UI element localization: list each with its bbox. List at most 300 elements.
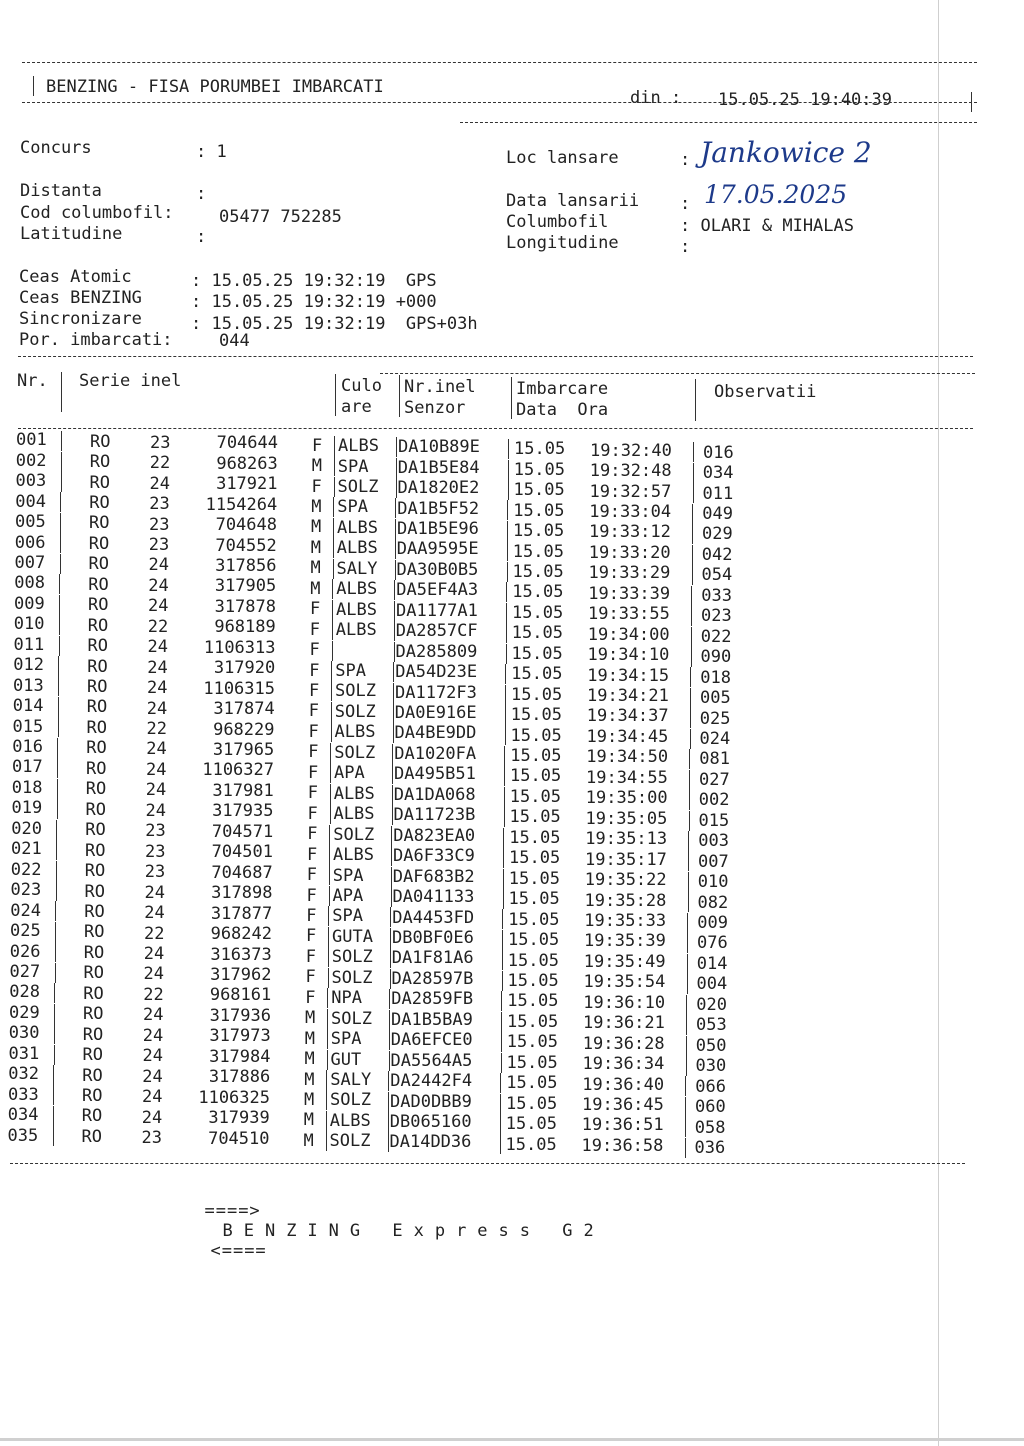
row-divider (393, 703, 394, 723)
row-sensor: DA041133 (392, 887, 475, 908)
row-nr: 012 (13, 655, 44, 676)
header-bottom-rule-2 (460, 122, 977, 123)
longitudine-value: : (680, 237, 691, 257)
row-sensor: DA1DA068 (393, 784, 476, 805)
row-color: SALY (330, 1070, 372, 1091)
row-observation: 009 (697, 913, 728, 933)
row-sensor: DA1177A1 (396, 600, 478, 621)
row-divider (508, 439, 509, 459)
row-ring: 704501 (211, 842, 273, 863)
row-date: 15.05 (512, 582, 564, 603)
row-sex: M (304, 1090, 315, 1111)
row-year: 23 (149, 514, 170, 535)
row-observation: 016 (703, 442, 734, 463)
row-divider (328, 906, 329, 926)
col-header-observatii: Observatii (714, 382, 817, 402)
row-observation: 007 (698, 851, 729, 872)
row-country: RO (86, 738, 107, 759)
row-country: RO (83, 963, 104, 984)
row-nr: 025 (10, 921, 41, 942)
footer-right-arrow: <==== (210, 1241, 267, 1261)
row-divider (395, 560, 396, 580)
latitudine-value: : (196, 227, 207, 247)
row-nr: 008 (14, 573, 45, 594)
row-observation: 030 (695, 1056, 727, 1077)
row-ring: 317886 (208, 1067, 271, 1088)
row-date: 15.05 (508, 909, 560, 930)
row-year: 24 (145, 780, 167, 801)
row-time: 19:35:05 (585, 808, 668, 829)
row-color: APA (334, 763, 365, 784)
row-ring: 317920 (213, 658, 276, 679)
row-divider (331, 722, 332, 742)
row-ring: 317965 (212, 740, 275, 761)
row-divider (53, 1065, 54, 1085)
row-sensor: DA6F33C9 (393, 846, 475, 867)
row-observation: 082 (697, 892, 729, 913)
row-nr: 031 (8, 1043, 40, 1064)
data-lansarii-handwritten: 17.05.2025 (704, 180, 848, 209)
row-year: 24 (144, 882, 165, 903)
row-nr: 002 (15, 450, 47, 471)
row-country: RO (89, 472, 110, 493)
row-year: 24 (148, 596, 169, 617)
row-time: 19:35:49 (583, 951, 666, 972)
row-observation: 025 (699, 708, 731, 729)
row-ring: 1106315 (203, 678, 275, 699)
row-color: SPA (335, 661, 366, 682)
col-header-nr-inel: Nr.inel (404, 377, 476, 397)
row-ring: 968229 (213, 719, 275, 740)
row-divider (58, 676, 59, 696)
row-color: NPA (331, 988, 362, 1009)
row-sex: F (306, 885, 317, 906)
row-date: 15.05 (507, 970, 559, 991)
row-color: ALBS (338, 436, 379, 457)
row-year: 23 (145, 821, 166, 842)
row-divider (390, 907, 391, 927)
row-divider (389, 1051, 390, 1071)
row-divider (395, 539, 396, 559)
row-divider (505, 664, 506, 684)
row-color: SPA (330, 1029, 362, 1050)
row-sex: M (303, 1130, 314, 1151)
row-color: SOLZ (334, 742, 376, 763)
row-sex: F (305, 967, 316, 988)
row-divider (693, 442, 694, 462)
row-divider (61, 472, 62, 492)
row-observation: 033 (701, 585, 732, 606)
row-ring: 317939 (208, 1108, 270, 1129)
row-nr: 019 (11, 798, 43, 819)
row-country: RO (81, 1126, 102, 1147)
row-time: 19:34:55 (586, 767, 668, 788)
row-divider (60, 492, 61, 512)
row-sensor: DA1F81A6 (391, 948, 474, 969)
row-nr: 024 (10, 900, 41, 921)
row-nr: 004 (15, 491, 46, 512)
row-divider (390, 948, 391, 968)
latitudine-label: Latitudine (20, 224, 123, 244)
distanta-label: Distanta (20, 181, 102, 201)
row-divider (54, 1004, 55, 1024)
row-country: RO (87, 677, 108, 698)
row-divider (396, 478, 397, 498)
row-date: 15.05 (509, 848, 561, 869)
row-divider (326, 1111, 327, 1131)
header-divider-2 (335, 374, 336, 416)
row-divider (503, 828, 504, 848)
row-time: 19:33:29 (588, 563, 671, 584)
row-divider (331, 681, 332, 701)
row-year: 24 (141, 1107, 163, 1128)
row-divider (390, 969, 391, 989)
row-sensor: DAF683B2 (392, 866, 475, 887)
row-time: 19:36:34 (582, 1054, 665, 1075)
row-nr: 013 (13, 675, 44, 696)
concurs-label: Concurs (20, 138, 92, 158)
row-divider (501, 1012, 502, 1032)
row-divider (693, 483, 694, 503)
row-observation: 053 (696, 1015, 727, 1036)
row-divider (508, 460, 509, 480)
row-divider (328, 947, 329, 967)
row-divider (332, 600, 333, 620)
row-color: ALBS (336, 599, 377, 620)
row-color: ALBS (336, 579, 378, 600)
row-country: RO (85, 840, 106, 861)
row-divider (391, 867, 392, 887)
row-color: ALBS (334, 722, 376, 743)
row-sensor: DB0BF0E6 (392, 927, 474, 948)
row-date: 15.05 (514, 439, 566, 460)
row-date: 15.05 (510, 746, 562, 766)
row-divider (55, 922, 56, 942)
row-divider (688, 851, 689, 871)
row-sensor: DA1020FA (394, 743, 477, 764)
row-color: GUTA (332, 926, 373, 947)
row-nr: 022 (10, 859, 42, 880)
row-divider (692, 504, 693, 524)
row-color: SOLZ (333, 824, 375, 845)
row-nr: 021 (11, 839, 42, 860)
row-nr: 026 (9, 941, 41, 962)
row-country: RO (88, 595, 109, 616)
row-sex: M (311, 456, 322, 477)
row-color: ALBS (336, 538, 378, 559)
row-color: SALY (336, 558, 378, 579)
row-divider (53, 1106, 54, 1126)
row-date: 15.05 (507, 991, 559, 1012)
row-country: RO (87, 615, 109, 636)
col-header-data-ora: Data Ora (516, 400, 609, 420)
row-ring: 317877 (210, 903, 273, 924)
row-ring: 317962 (210, 964, 272, 985)
row-date: 15.05 (505, 1134, 557, 1155)
row-sex: M (304, 1049, 315, 1070)
row-sex: F (312, 435, 323, 456)
row-country: RO (89, 452, 111, 473)
row-sensor: DA5EF4A3 (396, 580, 479, 601)
row-divider (57, 758, 58, 778)
row-country: RO (83, 1004, 104, 1025)
row-nr: 023 (10, 880, 42, 901)
row-divider (506, 623, 507, 643)
row-country: RO (84, 901, 105, 922)
row-divider (508, 480, 509, 500)
row-divider (504, 807, 505, 827)
columbofil-value: : OLARI & MIHALAS (680, 216, 854, 236)
row-divider (331, 702, 332, 722)
row-year: 24 (146, 739, 167, 760)
row-ring: 704687 (211, 862, 273, 883)
row-year: 24 (142, 1066, 163, 1087)
row-divider (326, 1070, 327, 1090)
row-sex: F (309, 640, 320, 661)
row-color: SOLZ (334, 701, 376, 722)
row-divider (395, 498, 396, 518)
row-divider (501, 1053, 502, 1073)
row-date: 15.05 (508, 930, 560, 951)
row-year: 24 (147, 678, 168, 699)
row-divider (685, 1076, 686, 1096)
row-nr: 003 (15, 471, 47, 492)
row-sensor: DA5564A5 (390, 1050, 473, 1071)
row-date: 15.05 (513, 480, 565, 501)
row-sex: M (310, 578, 321, 599)
row-sex: M (304, 1028, 315, 1049)
row-sex: F (308, 762, 319, 783)
row-divider (333, 538, 334, 558)
row-divider (330, 763, 331, 783)
row-divider (687, 974, 688, 994)
row-color: SOLZ (330, 1090, 371, 1111)
row-divider (502, 930, 503, 950)
row-nr: 018 (11, 777, 43, 798)
row-time: 19:36:51 (581, 1115, 664, 1136)
row-divider (332, 641, 333, 661)
row-observation: 020 (696, 994, 727, 1015)
header-divider-4 (511, 377, 512, 419)
footer (182, 1181, 605, 1261)
row-ring: 1106325 (198, 1087, 270, 1108)
row-divider (396, 458, 397, 478)
row-sensor: DA823EA0 (393, 825, 476, 846)
row-time: 19:36:58 (581, 1135, 664, 1156)
row-country: RO (83, 942, 105, 963)
loc-lansare-label: Loc lansare (506, 148, 619, 168)
row-divider (391, 887, 392, 907)
row-divider (500, 1073, 501, 1093)
col-header-culoare-1: Culo (341, 376, 382, 396)
row-country: RO (88, 554, 109, 575)
ceas-benzing-label: Ceas BENZING (19, 288, 142, 308)
row-color: ALBS (333, 804, 375, 825)
row-date: 15.05 (509, 786, 561, 807)
row-divider (53, 1126, 54, 1146)
row-date: 15.05 (511, 684, 563, 705)
row-divider (334, 436, 335, 456)
row-year: 22 (147, 616, 169, 637)
row-divider (61, 452, 62, 472)
row-color: ALBS (333, 845, 374, 866)
row-divider (692, 545, 693, 565)
row-color: SPA (337, 497, 368, 518)
row-divider (57, 799, 58, 819)
row-date: 15.05 (505, 1114, 557, 1135)
row-nr: 035 (7, 1125, 39, 1146)
table-top-rule-2 (380, 373, 975, 374)
row-nr: 011 (13, 634, 45, 655)
row-sex: M (311, 517, 322, 538)
distanta-value: : (196, 184, 207, 204)
table-header-bottom-rule (18, 428, 973, 429)
row-date: 15.05 (506, 1093, 558, 1114)
col-header-culoare-2: are (341, 397, 372, 417)
row-observation: 066 (695, 1076, 726, 1097)
row-ring: 317856 (215, 555, 277, 576)
row-ring: 1106327 (202, 760, 274, 781)
row-divider (686, 995, 687, 1015)
row-year: 24 (148, 575, 169, 596)
din-label: din : (630, 88, 682, 108)
row-sex: F (309, 660, 320, 681)
row-divider (396, 437, 397, 457)
din-value: 15.05.25 19:40:39 (718, 90, 892, 110)
row-sex: M (304, 1069, 315, 1090)
row-divider (54, 983, 55, 1003)
row-divider (334, 456, 335, 476)
columbofil-label: Columbofil (506, 212, 609, 232)
row-ring: 317936 (209, 1005, 271, 1026)
row-country: RO (90, 431, 111, 452)
row-divider (690, 667, 691, 687)
data-lansarii-colon: : (680, 194, 691, 214)
row-ring: 1106313 (203, 637, 276, 658)
row-nr: 033 (8, 1084, 39, 1105)
row-country: RO (84, 922, 105, 943)
row-divider (56, 881, 57, 901)
row-divider (330, 784, 331, 804)
row-divider (394, 580, 395, 600)
row-time: 19:35:13 (585, 829, 668, 850)
row-sensor: DA1B5E84 (397, 457, 480, 478)
row-year: 23 (141, 1128, 162, 1148)
row-divider (504, 746, 505, 766)
row-time: 19:36:28 (582, 1033, 665, 1054)
row-divider (394, 601, 395, 621)
row-color: ALBS (335, 620, 377, 641)
row-divider (688, 831, 689, 851)
row-sex: F (306, 905, 317, 926)
row-time: 19:32:57 (589, 481, 672, 502)
row-sensor: DA54D23E (395, 662, 478, 683)
row-divider (691, 647, 692, 667)
row-color: SOLZ (335, 681, 376, 702)
row-observation: 060 (695, 1097, 726, 1118)
row-time: 19:33:12 (589, 522, 671, 543)
row-time: 19:36:40 (582, 1074, 665, 1095)
row-year: 24 (142, 1087, 163, 1108)
row-divider (391, 846, 392, 866)
row-time: 19:35:33 (584, 910, 667, 931)
row-time: 19:32:48 (589, 461, 672, 482)
row-divider (507, 541, 508, 561)
row-sex: M (310, 537, 321, 558)
row-divider (686, 1056, 687, 1076)
row-sensor: DA2857CF (395, 621, 478, 642)
row-divider (388, 1132, 389, 1152)
row-divider (504, 787, 505, 807)
cod-columbofil-value: 05477 752285 (219, 207, 342, 227)
row-sensor: DA285809 (395, 641, 478, 662)
row-divider (330, 743, 331, 763)
row-date: 15.05 (509, 827, 561, 848)
row-divider (688, 892, 689, 912)
row-divider (505, 685, 506, 705)
row-divider (689, 790, 690, 810)
row-divider (329, 886, 330, 906)
row-time: 19:32:40 (590, 440, 672, 461)
row-sex: F (309, 619, 320, 640)
por-imbarcati-label: Por. imbarcati: (19, 330, 173, 350)
row-sex: M (311, 496, 322, 517)
row-divider (690, 708, 691, 728)
row-divider (686, 1015, 687, 1035)
row-nr: 027 (9, 961, 41, 982)
row-sex: F (307, 803, 318, 824)
document-title: BENZING - FISA PORUMBEI IMBARCATI (46, 77, 384, 97)
row-divider (691, 627, 692, 647)
row-divider (58, 697, 59, 717)
row-divider (328, 927, 329, 947)
row-date: 15.05 (513, 459, 565, 480)
row-divider (327, 1050, 328, 1070)
row-sex: F (306, 865, 317, 886)
row-divider (692, 524, 693, 544)
row-observation: 081 (699, 749, 730, 770)
ceas-benzing-value: : 15.05.25 19:32:19 +000 (191, 292, 437, 312)
row-date: 15.05 (513, 500, 565, 521)
row-ring: 316373 (210, 944, 272, 965)
ceas-atomic-label: Ceas Atomic (19, 267, 132, 287)
row-sex: F (306, 926, 317, 947)
row-sex: M (303, 1110, 314, 1131)
col-header-nr: Nr. (17, 371, 48, 391)
row-divider (501, 1032, 502, 1052)
row-divider (507, 521, 508, 541)
row-color: ALBS (337, 517, 378, 538)
row-divider (393, 662, 394, 682)
loc-lansare-handwritten: Jankowice 2 (700, 136, 872, 169)
row-date: 15.05 (506, 1032, 558, 1053)
header-divider-1 (61, 372, 62, 412)
row-divider (690, 729, 691, 749)
row-observation: 049 (702, 504, 733, 524)
row-country: RO (82, 1024, 104, 1045)
row-divider (333, 497, 334, 517)
row-year: 23 (144, 862, 166, 883)
row-divider (329, 825, 330, 845)
cod-columbofil-label: Cod columbofil: (20, 203, 174, 223)
row-color: GUT (330, 1049, 362, 1070)
row-date: 15.05 (507, 950, 559, 971)
row-time: 19:35:39 (584, 931, 666, 952)
row-nr: 030 (8, 1023, 40, 1044)
row-ring: 317898 (211, 883, 273, 904)
row-sex: F (307, 824, 318, 845)
row-divider (392, 764, 393, 784)
